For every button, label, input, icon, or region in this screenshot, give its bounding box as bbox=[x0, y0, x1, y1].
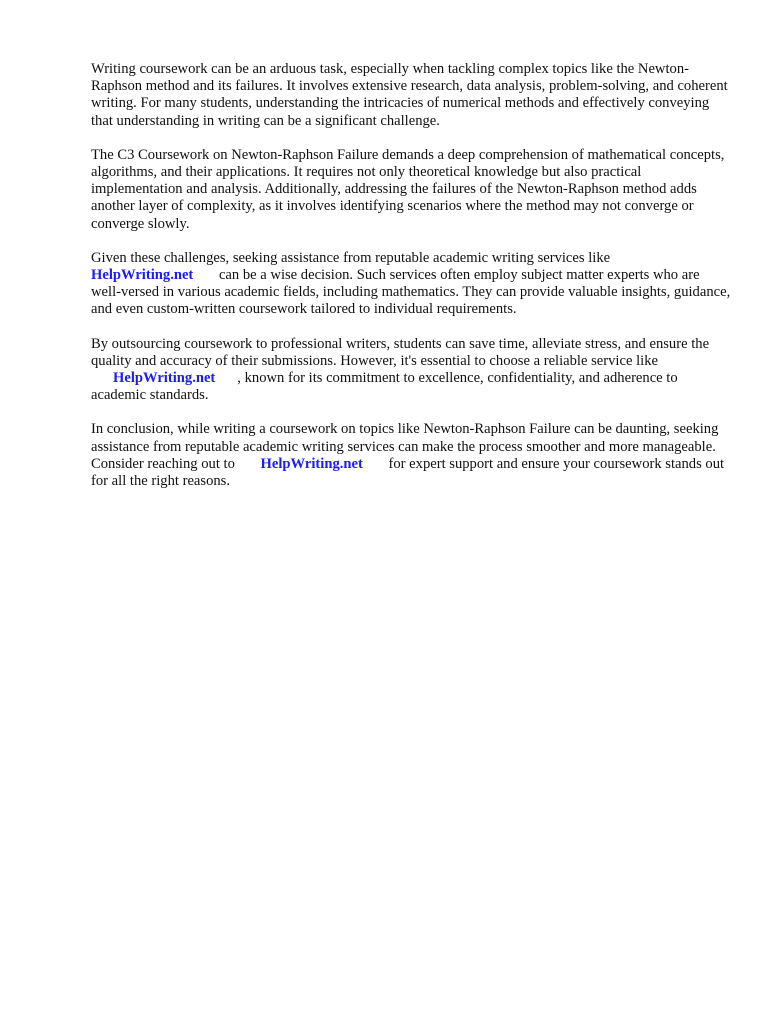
helpwriting-link[interactable]: HelpWriting.net bbox=[113, 370, 216, 387]
paragraph-c3-coursework bbox=[91, 147, 731, 233]
helpwriting-link[interactable]: HelpWriting.net bbox=[91, 267, 194, 284]
paragraph-text-after-link: can be a wise decision. Such services often employ subject matter experts who are well-versed in various academic fields, including mathematics. They can provide valuable insights, guidance, and even custom-written coursework tailored to individual requirements. bbox=[91, 267, 731, 318]
paragraph-outsourcing bbox=[91, 336, 731, 405]
paragraph-text-before-link: By outsourcing coursework to professional writers, students can save time, alleviate stress, and ensure the quality and accuracy of their submissions. However, it's essential to choose a reliable service like bbox=[91, 335, 710, 369]
document-body bbox=[91, 61, 731, 507]
paragraph-text-before-link: In conclusion, while writing a coursework on topics like Newton-Raphson Failure can be daunting, seeking assistance from reputable academic writing services can make the process smoother and more manageable. Consider reaching out to bbox=[91, 421, 719, 472]
paragraph-text: Writing coursework can be an arduous task, especially when tackling complex topics like the Newton-Raphson method and its failures. It involves extensive research, data analysis, problem-solving, and coherent writing. For many students, understanding the intricacies of numerical methods and effectively conveying that understanding in writing can be a significant challenge. bbox=[91, 61, 728, 129]
paragraph-challenges bbox=[91, 250, 731, 319]
paragraph-intro bbox=[91, 61, 731, 130]
paragraph-text-after-link: for expert support and ensure your coursework stands out for all the right reasons. bbox=[91, 455, 725, 490]
paragraph-text-before-link: Given these challenges, seeking assistance from reputable academic writing services like bbox=[91, 249, 611, 266]
paragraph-text: The C3 Coursework on Newton-Raphson Failure demands a deep comprehension of mathematical concepts, algorithms, and their applications. It requires not only theoretical knowledge but also practical implementation and analysis. Additionally, addressing the failures of the Newton-Raphson method adds another layer of complexity, as it involves identifying scenarios where the method may not converge or converge slowly. bbox=[91, 146, 725, 232]
paragraph-conclusion bbox=[91, 421, 731, 490]
paragraph-text-after-link: , known for its commitment to excellence, confidentiality, and adherence to academic standards. bbox=[91, 370, 678, 404]
helpwriting-link[interactable]: HelpWriting.net bbox=[260, 455, 363, 472]
